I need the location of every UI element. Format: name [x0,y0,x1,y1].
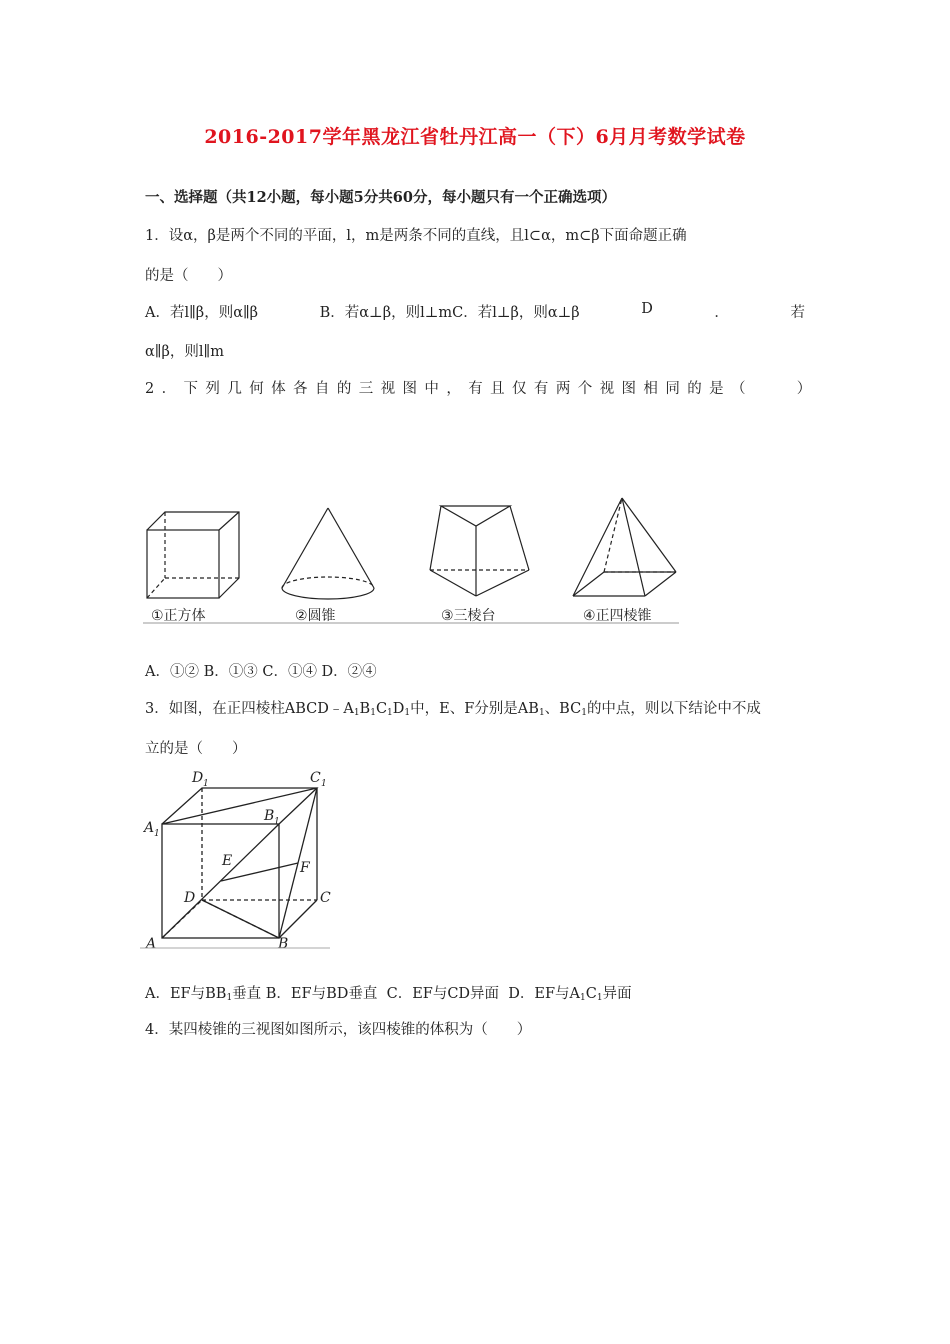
option-d-label: D [641,301,653,317]
page-title: 2016-2017学年黑龙江省牡丹江高一（下）6月月考数学试卷 [204,126,746,148]
caption-cube: ①正方体 [151,608,206,624]
caption-cone: ②圆锥 [295,608,336,624]
question-3-answers [145,982,632,1003]
question-4-text: 4．某四棱锥的三视图如图所示，该四棱锥的体积为（ ） [145,1022,532,1038]
solids-figure [143,492,679,626]
cube-drawing [147,512,239,598]
question-1-options [145,301,805,322]
answer-d-end: 异面 [602,986,632,1002]
label-c: C [320,890,331,906]
sub: 1 [226,993,233,1003]
q3-text-g: 的中点，则以下结论中不成 [586,701,761,717]
label-c1: C [310,770,321,786]
label-f: F [300,860,310,876]
q3-text-d: D [392,701,405,717]
sub: 1 [580,993,586,1003]
question-2-line: 2．下列几何体各自的三视图中，有且仅有两个视图相同的是（ ） [145,381,819,397]
sub: 1 [581,708,587,718]
sub: 1 [387,708,393,718]
question-3-line-1 [145,697,761,718]
option-d-dot: ． [714,305,729,321]
sub: 1 [353,708,360,718]
option-a: A．若l∥β，则α∥β [145,305,259,321]
prism-figure [140,764,335,954]
sub: 1 [154,829,160,839]
q3-text-f: 、BC [544,701,582,717]
label-b1: B [264,808,275,824]
q3-text-b: B [359,701,371,717]
caption-frustum: ③三棱台 [441,608,496,624]
option-d-text: α∥β，则l∥m [145,344,224,360]
answer-d: D．EF与A [508,986,581,1002]
q3-text-e: 中，E、F分别是AB [410,701,539,717]
section-heading: 一、选择题（共12小题，每小题5分共60分，每小题只有一个正确选项） [145,189,616,206]
label-a1: A [144,820,155,836]
sub: 1 [596,993,603,1003]
answer-a: A．EF与BB [145,986,227,1002]
answer-b: B．EF与BD垂直 [265,986,378,1002]
sub: 1 [404,708,411,718]
question-2-answers: A．①② B．①③ C．①④ D．②④ [145,664,377,680]
option-b-c: B．若α⊥β，则l⊥mC．若l⊥β，则α⊥β [319,305,580,321]
sub: 1 [203,779,209,789]
question-1-line-1: 1．设α，β是两个不同的平面，l，m是两条不同的直线，且l⊂α，m⊂β下面命题正确 [145,228,687,244]
sub: 1 [274,817,280,827]
label-d: D [184,890,196,906]
cone-drawing [282,508,374,599]
answer-a-end: 垂直 [232,986,262,1002]
answer-c: C．EF与CD异面 [386,986,500,1002]
sub: 1 [538,708,545,718]
q3-text-c: C [375,701,388,717]
label-d1: D [192,770,204,786]
option-d-ruo: 若 [790,305,805,321]
question-1-line-2: 的是（ ） [145,268,232,284]
sub: 1 [370,708,376,718]
label-a: A [146,936,157,952]
question-2-text [145,377,819,398]
label-b: B [278,936,289,952]
frustum-drawing [430,506,529,596]
answer-d-c: C [585,986,597,1002]
label-e: E [222,853,233,869]
sub: 1 [321,779,327,789]
caption-pyramid: ④正四棱锥 [583,608,652,624]
pyramid-drawing [573,498,676,596]
q3-text-a: 3．如图，在正四棱柱ABCD﹣A [145,701,354,717]
question-3-line-2: 立的是（ ） [145,741,247,757]
